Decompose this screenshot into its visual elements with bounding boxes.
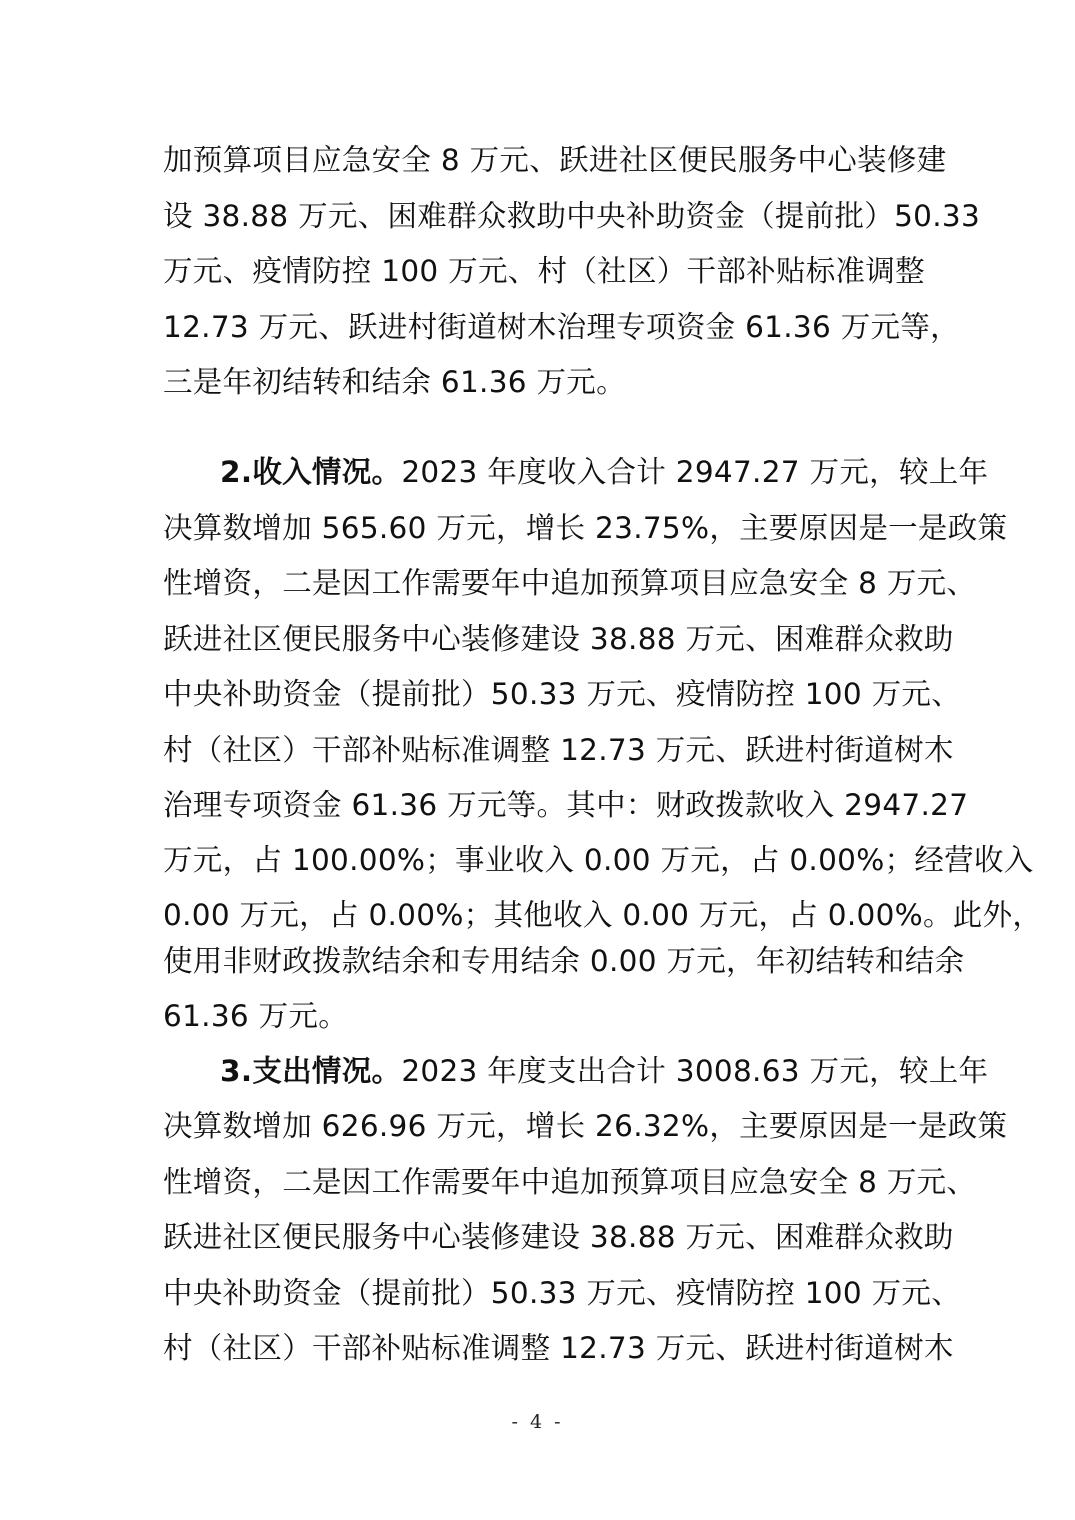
- paragraph-line: 性增资，二是因工作需要年中追加预算项目应急安全 8 万元、: [163, 1165, 977, 1199]
- paragraph-line: 性增资，二是因工作需要年中追加预算项目应急安全 8 万元、: [163, 566, 977, 600]
- paragraph-line: 万元，占 100.00%；事业收入 0.00 万元，占 0.00%；经营收入: [163, 843, 1034, 877]
- paragraph-line: 决算数增加 565.60 万元，增长 23.75%，主要原因是一是政策: [163, 511, 1008, 545]
- income-heading-line: [220, 452, 989, 492]
- income-section-heading: 2.收入情况。: [220, 455, 402, 489]
- expenditure-section-heading: 3.支出情况。: [220, 1054, 402, 1088]
- paragraph-line: 跃进社区便民服务中心装修建设 38.88 万元、困难群众救助: [163, 622, 954, 656]
- paragraph-line: 村（社区）干部补贴标准调整 12.73 万元、跃进村街道树木: [163, 1331, 954, 1365]
- paragraph-line: 使用非财政拨款结余和专用结余 0.00 万元，年初结转和结余: [163, 944, 965, 978]
- paragraph-line: 设 38.88 万元、困难群众救助中央补助资金（提前批）50.33: [163, 199, 981, 233]
- paragraph-line: 0.00 万元，占 0.00%；其他收入 0.00 万元，占 0.00%。此外，: [163, 898, 1043, 932]
- paragraph-line: 加预算项目应急安全 8 万元、跃进社区便民服务中心装修建: [163, 143, 947, 177]
- paragraph-line: 治理专项资金 61.36 万元等。其中：财政拨款收入 2947.27: [163, 788, 969, 822]
- paragraph-line: 61.36 万元。: [163, 999, 349, 1033]
- paragraph-line: 村（社区）干部补贴标准调整 12.73 万元、跃进村街道树木: [163, 733, 954, 767]
- paragraph-line: 中央补助资金（提前批）50.33 万元、疫情防控 100 万元、: [163, 1276, 961, 1310]
- paragraph-line: 中央补助资金（提前批）50.33 万元、疫情防控 100 万元、: [163, 677, 961, 711]
- paragraph-line: 12.73 万元、跃进村街道树木治理专项资金 61.36 万元等，: [163, 310, 960, 344]
- income-first-line-text: 2023 年度收入合计 2947.27 万元，较上年: [401, 455, 989, 489]
- page-number: - 4 -: [511, 1411, 564, 1433]
- paragraph-line: 决算数增加 626.96 万元，增长 26.32%，主要原因是一是政策: [163, 1109, 1008, 1143]
- paragraph-line: 跃进社区便民服务中心装修建设 38.88 万元、困难群众救助: [163, 1220, 954, 1254]
- expenditure-heading-line: [220, 1051, 989, 1091]
- paragraph-line: 万元、疫情防控 100 万元、村（社区）干部补贴标准调整: [163, 254, 925, 288]
- expenditure-first-line-text: 2023 年度支出合计 3008.63 万元，较上年: [401, 1054, 989, 1088]
- paragraph-line: 三是年初结转和结余 61.36 万元。: [163, 365, 626, 399]
